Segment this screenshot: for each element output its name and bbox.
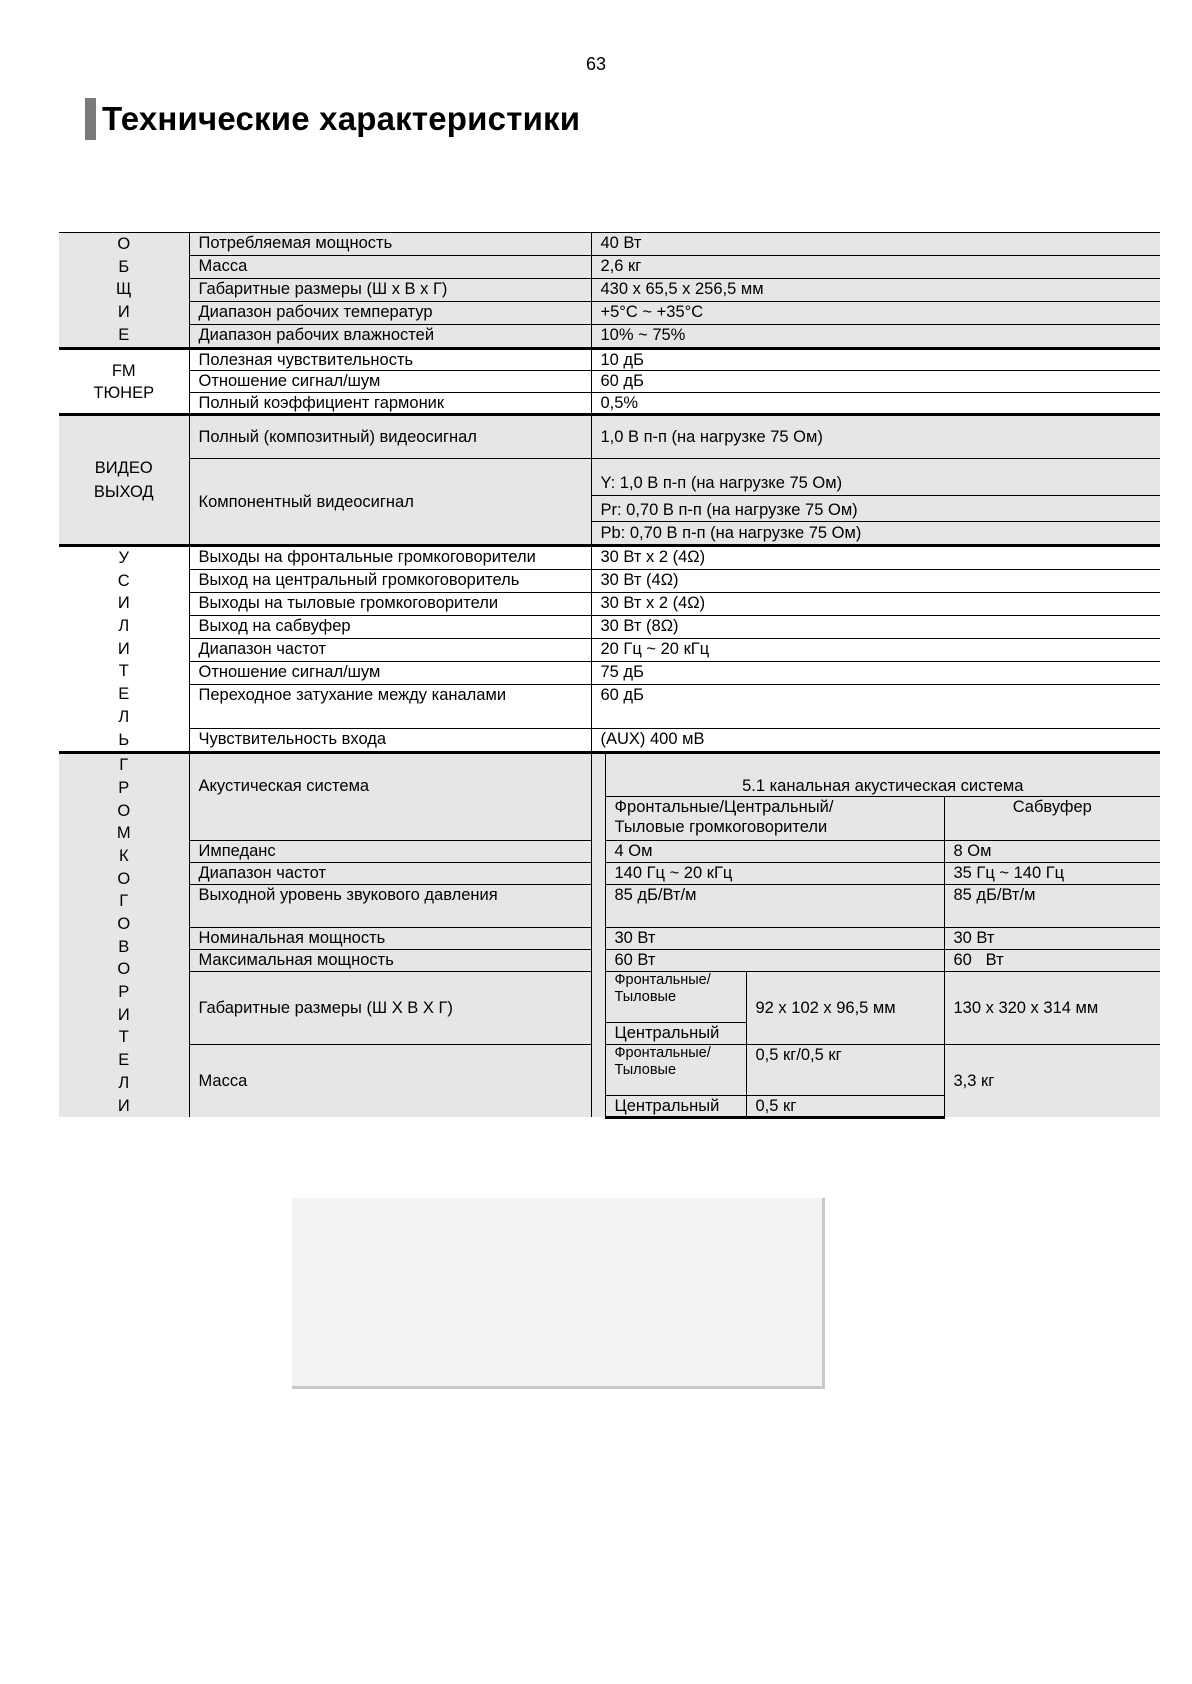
video-row: [59, 415, 1160, 459]
speakers-row: [59, 928, 1160, 950]
speakers-row: [59, 1044, 1160, 1095]
spec-value: 4 Ом: [605, 841, 944, 863]
speakers-row: [59, 753, 1160, 797]
spec-value: 30 Вт: [944, 928, 1160, 950]
spec-label: Максимальная мощность: [189, 950, 591, 972]
spec-value: 75 дБ: [591, 662, 1160, 685]
amplifier-category: У С И Л И Т Е Л Ь: [59, 546, 189, 753]
spec-value: 0,5%: [591, 393, 1160, 415]
sub-label: Центральный: [605, 1095, 746, 1117]
spacer-cell: [591, 863, 605, 885]
spec-label: Переходное затухание между каналами: [189, 685, 591, 729]
sub-label: Фронтальные/ Тыловые: [605, 972, 746, 1023]
spacer-cell: [591, 928, 605, 950]
page-number: 63: [585, 54, 607, 74]
video-category: ВИДЕО ВЫХОД: [59, 415, 189, 546]
column-header-front: Фронтальные/Центральный/ Тыловые громкоговорители: [605, 797, 944, 841]
spec-label: Выход на сабвуфер: [189, 616, 591, 639]
spec-value: 40 Вт: [591, 233, 1160, 256]
spec-value: 20 Гц ~ 20 кГц: [591, 639, 1160, 662]
spec-label: Чувствительность входа: [189, 729, 591, 753]
spec-value: 35 Гц ~ 140 Гц: [944, 863, 1160, 885]
spec-value: 85 дБ/Вт/м: [944, 885, 1160, 928]
spec-label: Габаритные размеры (Ш x В x Г): [189, 279, 591, 302]
spec-value: 60 дБ: [591, 371, 1160, 393]
tuner-row: [59, 393, 1160, 415]
spec-value: Pb: 0,70 В п-п (на нагрузке 75 Ом): [591, 522, 1160, 546]
amplifier-row: [59, 616, 1160, 639]
amplifier-row: [59, 729, 1160, 753]
spec-value: 0,5 кг: [746, 1095, 944, 1117]
amplifier-row: [59, 639, 1160, 662]
sub-label: Центральный: [605, 1022, 746, 1044]
spec-label: Выход на центральный громкоговоритель: [189, 570, 591, 593]
spec-value: 30 Вт (8Ω): [591, 616, 1160, 639]
spec-label: Диапазон частот: [189, 863, 591, 885]
spec-value: 130 x 320 x 314 мм: [944, 972, 1160, 1045]
spec-value: 30 Вт (4Ω): [591, 570, 1160, 593]
spec-value: 30 Вт: [605, 928, 944, 950]
spec-label: Масса: [189, 1044, 591, 1117]
speakers-row: [59, 885, 1160, 928]
spec-value: 30 Вт x 2 (4Ω): [591, 546, 1160, 570]
sub-label: Фронтальные/ Тыловые: [605, 1044, 746, 1095]
spec-value: 430 x 65,5 x 256,5 мм: [591, 279, 1160, 302]
spacer-cell: [591, 1044, 605, 1117]
spacer-cell: [591, 797, 605, 841]
spec-value: +5°C ~ +35°C: [591, 302, 1160, 325]
spec-value: 85 дБ/Вт/м: [605, 885, 944, 928]
spec-value: 0,5 кг/0,5 кг: [746, 1044, 944, 1095]
spec-label: Масса: [189, 256, 591, 279]
spec-label: Выходной уровень звукового давления: [189, 885, 591, 928]
spec-label: Полный коэффициент гармоник: [189, 393, 591, 415]
spec-value: 10 дБ: [591, 349, 1160, 371]
spec-label: Полезная чувствительность: [189, 349, 591, 371]
speakers-category: Г Р О М К О Г О В О Р И Т Е Л И: [59, 753, 189, 1118]
title-accent-bar: [85, 98, 96, 140]
spec-value: 60 Вт: [605, 950, 944, 972]
amplifier-row: [59, 685, 1160, 729]
spacer-cell: [591, 950, 605, 972]
spec-value: 3,3 кг: [944, 1044, 1160, 1117]
blank-placeholder-box: [292, 1198, 825, 1389]
spec-label: Выходы на тыловые громкоговорители: [189, 593, 591, 616]
spec-value: 10% ~ 75%: [591, 325, 1160, 349]
spec-label: Выходы на фронтальные громкоговорители: [189, 546, 591, 570]
spec-label: Отношение сигнал/шум: [189, 371, 591, 393]
spec-label: Акустическая система: [189, 753, 591, 841]
spec-value: Pr: 0,70 В п-п (на нагрузке 75 Ом): [591, 496, 1160, 522]
video-row: [59, 459, 1160, 496]
spec-label: Потребляемая мощность: [189, 233, 591, 256]
spec-value: 5.1 канальная акустическая система: [605, 753, 1160, 797]
amplifier-row: [59, 662, 1160, 685]
general-row: [59, 233, 1160, 256]
spec-label: Диапазон частот: [189, 639, 591, 662]
spec-value: 92 x 102 x 96,5 мм: [746, 972, 944, 1045]
spacer-cell: [591, 885, 605, 928]
spec-label: Компонентный видеосигнал: [189, 459, 591, 546]
tuner-category: FM ТЮНЕР: [59, 349, 189, 415]
speakers-row: [59, 950, 1160, 972]
specifications-table: [59, 232, 1160, 1119]
amplifier-row: [59, 546, 1160, 570]
spec-value: 8 Ом: [944, 841, 1160, 863]
general-category: О Б Щ И Е: [59, 233, 189, 349]
column-header-subwoofer: Сабвуфер: [944, 797, 1160, 841]
spec-value: 60 дБ: [591, 685, 1160, 729]
spec-label: Номинальная мощность: [189, 928, 591, 950]
spec-label: Диапазон рабочих температур: [189, 302, 591, 325]
spec-label: Отношение сигнал/шум: [189, 662, 591, 685]
amplifier-row: [59, 570, 1160, 593]
spec-value: 140 Гц ~ 20 кГц: [605, 863, 944, 885]
amplifier-row: [59, 593, 1160, 616]
spec-label: Диапазон рабочих влажностей: [189, 325, 591, 349]
tuner-row: [59, 349, 1160, 371]
spec-value: 2,6 кг: [591, 256, 1160, 279]
general-row: [59, 325, 1160, 349]
spacer-cell: [591, 841, 605, 863]
page-title: Технические характеристики: [102, 100, 581, 137]
speakers-row: [59, 841, 1160, 863]
spec-value: (AUX) 400 мВ: [591, 729, 1160, 753]
spacer-cell: [591, 753, 605, 797]
spec-value: 60 Вт: [944, 950, 1160, 972]
general-row: [59, 302, 1160, 325]
general-row: [59, 279, 1160, 302]
speakers-row: [59, 863, 1160, 885]
spec-value: Y: 1,0 В п-п (на нагрузке 75 Ом): [591, 459, 1160, 496]
spacer-cell: [591, 972, 605, 1045]
spec-label: Импеданс: [189, 841, 591, 863]
speakers-row: [59, 972, 1160, 1023]
page-title-block: [85, 98, 580, 140]
spec-label: Полный (композитный) видеосигнал: [189, 415, 591, 459]
tuner-row: [59, 371, 1160, 393]
spec-value: 30 Вт x 2 (4Ω): [591, 593, 1160, 616]
general-row: [59, 256, 1160, 279]
spec-label: Габаритные размеры (Ш X В X Г): [189, 972, 591, 1045]
spec-value: 1,0 В п-п (на нагрузке 75 Ом): [591, 415, 1160, 459]
